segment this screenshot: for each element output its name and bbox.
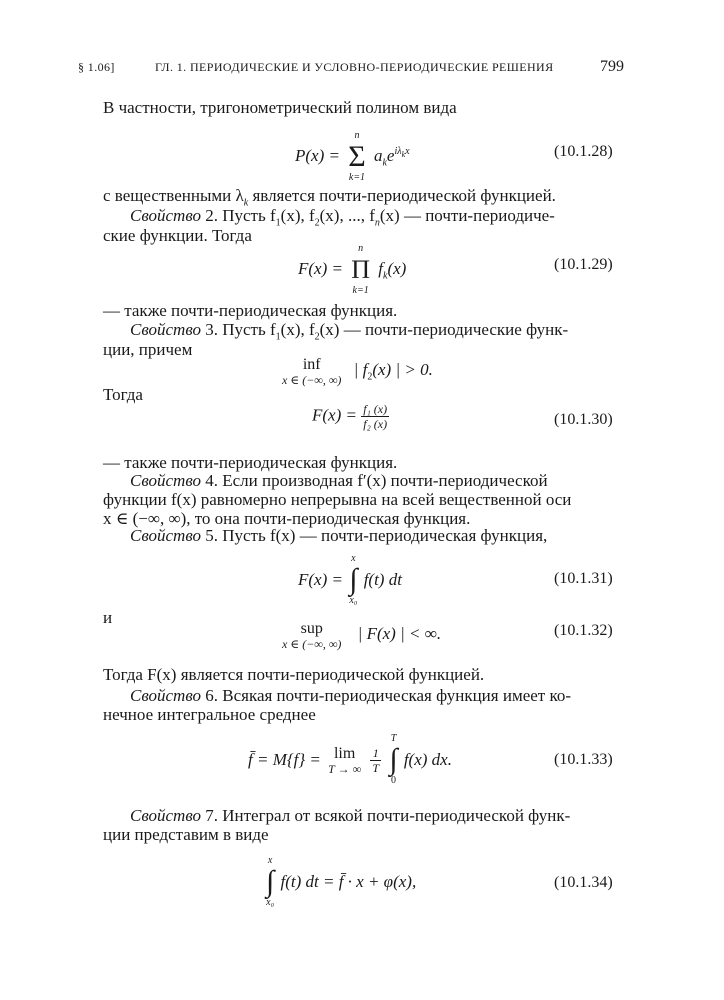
after28-end: является почти-периодической функцией. bbox=[248, 186, 556, 205]
property-6-line2: нечное интегральное среднее bbox=[103, 705, 316, 724]
property-2-line1: Свойство 2. Пусть $f_1(x)$, $f_2(x)$, ..., $f_n(x)$ — почти-периодиче- bbox=[130, 206, 555, 229]
eq33-frac-num: 1 bbox=[370, 746, 381, 761]
eq32-expr: | F(x) | < ∞. bbox=[357, 623, 442, 643]
inf-expr-end: (x) | > 0. bbox=[372, 359, 433, 379]
eq29-prod-symbol: Π bbox=[351, 255, 371, 284]
eq28-rhs-e: e bbox=[386, 145, 395, 165]
eq33-int-symbol: ∫ bbox=[389, 743, 398, 776]
property-3-label: Свойство bbox=[130, 320, 201, 339]
eq30-fraction bbox=[361, 402, 389, 431]
prop3-a: 3. Пусть f bbox=[200, 320, 276, 339]
sup-op: sup bbox=[300, 620, 323, 637]
eq29-lhs: F(x) = bbox=[298, 258, 343, 278]
eq31-int-top: x bbox=[351, 553, 356, 564]
paragraph-after-30: — также почти-периодическая функция. bbox=[103, 453, 398, 472]
property-4-label: Свойство bbox=[130, 471, 201, 490]
property-3-line2: ции, причем bbox=[103, 340, 193, 359]
property-6-label: Свойство bbox=[130, 686, 201, 705]
eq31-lhs: F(x) = bbox=[298, 570, 343, 589]
prop5-line1: 5. Пусть f(x) — почти-периодическая функция, bbox=[200, 526, 548, 545]
paragraph-after-29: — также почти-периодическая функция. bbox=[103, 301, 398, 320]
equation-10-1-30 bbox=[312, 402, 389, 431]
intro-paragraph: В частности, тригонометрический полином вида bbox=[103, 98, 457, 117]
prop2-a: 2. Пусть f bbox=[200, 206, 276, 225]
eq33-rhs: f(x) dx. bbox=[403, 750, 452, 769]
prop6-line1: 6. Всякая почти-периодическая функция имеет ко- bbox=[200, 686, 572, 705]
property-4-line3: x ∈ (−∞, ∞), то она почти-периодическая функция. bbox=[103, 509, 471, 528]
after28-sub: k bbox=[243, 197, 249, 209]
eq34-lhs: f(t) dt = bbox=[280, 872, 335, 891]
eq32-number: (10.1.32) bbox=[554, 622, 613, 639]
inf-sub: x ∈ (−∞, ∞) bbox=[282, 373, 342, 387]
property-7-line1 bbox=[130, 806, 570, 826]
paragraph-after-32: Тогда F(x) является почти-периодической функцией. bbox=[103, 665, 485, 684]
eq33-int-top: T bbox=[390, 733, 397, 744]
equation-10-1-29 bbox=[298, 243, 406, 297]
prop3-c: (x) — почти-периодические функ- bbox=[319, 320, 569, 339]
property-3-line1: Свойство 3. Пусть $f_1(x)$, $f_2(x)$ — почти-периодические функ- bbox=[130, 320, 569, 343]
prop2-b: (x), f bbox=[280, 206, 315, 225]
property-6-line1 bbox=[130, 686, 571, 706]
prop3-b: (x), f bbox=[280, 320, 315, 339]
inf-condition bbox=[282, 356, 433, 386]
eq31-int-bottom: x₀ bbox=[349, 595, 358, 606]
inf-expr-sub: 2 bbox=[367, 371, 373, 383]
inf-expr: | f bbox=[353, 359, 368, 379]
eq33-frac-den: T bbox=[372, 760, 380, 775]
property-5-label: Свойство bbox=[130, 526, 201, 545]
equation-10-1-32 bbox=[282, 620, 441, 650]
property-7-line2: ции представим в виде bbox=[103, 825, 269, 844]
togda-text: Тогда bbox=[103, 385, 143, 404]
eq28-sum-bottom: k=1 bbox=[348, 172, 366, 183]
eq33-lhs: f̄ = M{f} = bbox=[248, 750, 321, 769]
eq28-number: (10.1.28) bbox=[554, 143, 613, 160]
property-7-label: Свойство bbox=[130, 806, 201, 825]
prop2-c: (x), ..., f bbox=[319, 206, 375, 225]
eq33-fraction bbox=[370, 746, 381, 775]
eq34-integral bbox=[266, 855, 274, 909]
eq34-int-top: x bbox=[267, 855, 273, 866]
eq28-sum-top: n bbox=[354, 130, 360, 141]
property-4-line1 bbox=[130, 471, 548, 491]
eq34-int-bottom: x₀ bbox=[266, 897, 275, 908]
eq29-prod-operator bbox=[351, 243, 370, 297]
sup-sub: x ∈ (−∞, ∞) bbox=[282, 637, 342, 651]
equation-10-1-34 bbox=[266, 855, 416, 909]
property-4-line2: функции f(x) равномерно непрерывна на всей вещественной оси bbox=[103, 490, 572, 509]
eq33-integral bbox=[389, 733, 397, 787]
prop7-line1: 7. Интеграл от всякой почти-периодической функ- bbox=[200, 806, 571, 825]
eq30-lhs: F(x) = bbox=[312, 405, 357, 425]
eq28-sum-symbol: Σ bbox=[348, 140, 366, 173]
prop4-line1: 4. Если производная f′(x) почти-периодической bbox=[200, 471, 548, 490]
eq30-number: (10.1.30) bbox=[554, 411, 613, 428]
eq28-rhs-a-sub: k bbox=[382, 157, 387, 169]
eq33-lim-op: lim bbox=[333, 745, 356, 762]
eq28-rhs-a: a bbox=[373, 145, 383, 165]
section-ref: § 1.06] bbox=[78, 60, 115, 74]
property-2-line2: ские функции. Тогда bbox=[103, 226, 252, 245]
and-text: и bbox=[103, 608, 113, 627]
eq28-rhs-sup-x: x bbox=[405, 146, 410, 158]
eq34-int-symbol: ∫ bbox=[266, 865, 275, 898]
eq30-numerator: f₁ (x) bbox=[363, 402, 388, 416]
eq33-limit bbox=[328, 745, 361, 775]
running-head: ГЛ. 1. ПЕРИОДИЧЕСКИЕ И УСЛОВНО-ПЕРИОДИЧЕСКИЕ РЕШЕНИЯ bbox=[155, 60, 554, 74]
prop2-d: (x) — почти-периодиче- bbox=[379, 206, 555, 225]
eq33-lim-sub: T → ∞ bbox=[328, 762, 362, 776]
eq31-int-symbol: ∫ bbox=[349, 563, 358, 596]
eq33-number: (10.1.33) bbox=[554, 751, 613, 768]
eq34-number: (10.1.34) bbox=[554, 874, 613, 891]
eq29-rhs-end: (x) bbox=[387, 258, 407, 278]
eq29-rhs-sub: k bbox=[383, 270, 388, 282]
page-number: 799 bbox=[600, 58, 624, 75]
equation-10-1-31 bbox=[298, 553, 402, 607]
eq28-sum-operator bbox=[348, 130, 365, 184]
equation-10-1-33 bbox=[248, 733, 452, 787]
eq31-integral bbox=[349, 553, 357, 607]
eq31-rhs: f(t) dt bbox=[363, 570, 402, 589]
sup-operator bbox=[282, 620, 341, 650]
after28-text: с вещественными λ bbox=[103, 186, 244, 205]
inf-operator bbox=[282, 356, 341, 386]
equation-10-1-28 bbox=[295, 130, 410, 184]
eq33-int-bottom: 0 bbox=[390, 775, 396, 786]
property-2-label: Свойство bbox=[130, 206, 201, 225]
eq29-number: (10.1.29) bbox=[554, 256, 613, 273]
eq29-rhs-f: f bbox=[378, 258, 383, 278]
eq34-rhs: f̄ · x + φ(x), bbox=[338, 872, 417, 891]
inf-op: inf bbox=[302, 356, 321, 373]
eq28-rhs-sup-sub: k bbox=[401, 150, 406, 160]
eq29-prod-bottom: k=1 bbox=[352, 285, 369, 296]
eq31-number: (10.1.31) bbox=[554, 570, 613, 587]
eq28-lhs: P(x) = bbox=[295, 145, 340, 165]
eq29-prod-top: n bbox=[358, 243, 364, 254]
property-5-line1 bbox=[130, 526, 547, 546]
eq28-rhs-sup: iλ bbox=[394, 146, 402, 158]
eq30-denominator: f₂ (x) bbox=[363, 417, 388, 431]
